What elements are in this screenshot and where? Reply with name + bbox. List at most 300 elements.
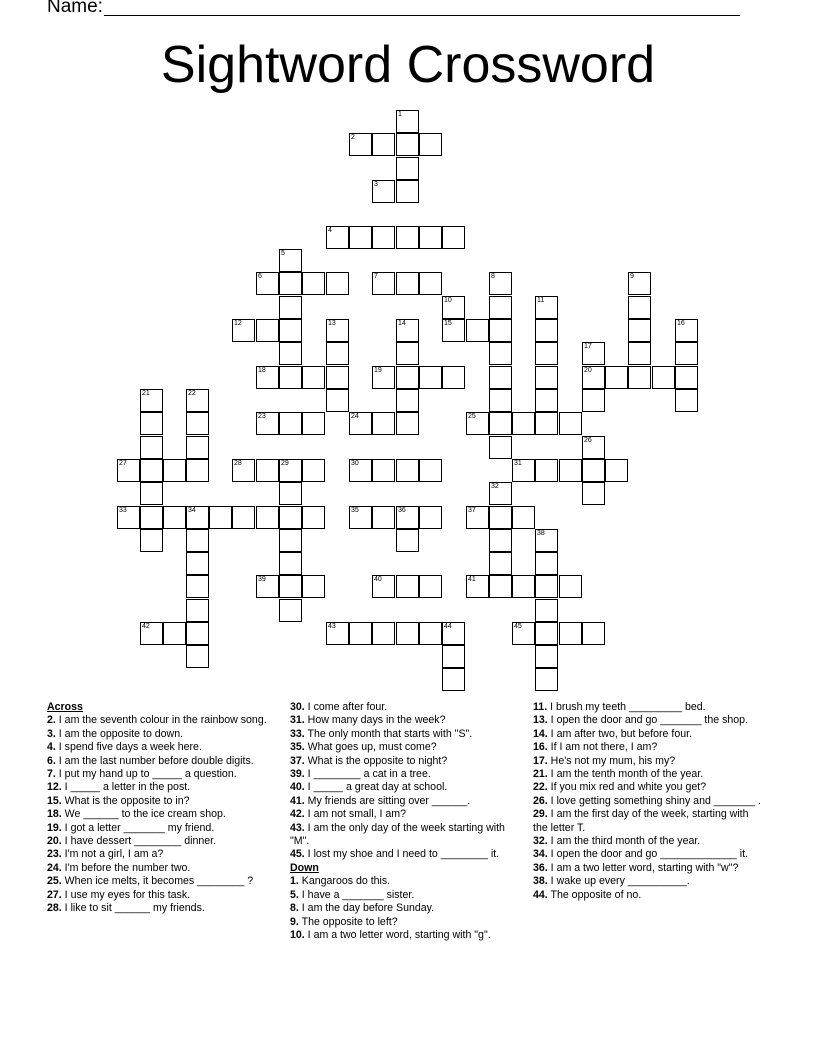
clue-number: 36. xyxy=(533,861,548,874)
crossword-cell[interactable] xyxy=(349,622,372,645)
crossword-cell[interactable] xyxy=(256,319,279,342)
crossword-cell[interactable] xyxy=(372,180,395,203)
cell-number: 3 xyxy=(374,181,378,188)
clue-text: I am the only day of the week starting with "M". xyxy=(290,821,505,848)
crossword-cell[interactable] xyxy=(209,506,232,529)
clue-text: I am not small, I am? xyxy=(304,808,406,821)
crossword-cell[interactable] xyxy=(140,506,163,529)
crossword-cell[interactable] xyxy=(442,296,465,319)
cell-number: 4 xyxy=(328,227,332,234)
cell-number: 12 xyxy=(234,320,242,327)
clue-item xyxy=(47,795,273,808)
cell-number: 35 xyxy=(351,507,359,514)
clue-item xyxy=(47,848,273,861)
crossword-cell[interactable] xyxy=(512,459,535,482)
crossword-cell[interactable] xyxy=(396,529,419,552)
cell-number: 16 xyxy=(677,320,685,327)
crossword-cell[interactable] xyxy=(535,319,558,342)
clue-item xyxy=(290,808,518,821)
crossword-cell[interactable] xyxy=(279,366,302,389)
crossword-cell[interactable] xyxy=(396,575,419,598)
crossword-cell[interactable] xyxy=(302,459,325,482)
clue-number: 9. xyxy=(290,915,299,928)
crossword-cell[interactable] xyxy=(140,482,163,505)
clue-item xyxy=(290,889,518,902)
clue-text: I wake up every __________. xyxy=(547,875,690,888)
clue-text: I am the seventh colour in the rainbow song. xyxy=(55,714,267,727)
crossword-cell[interactable] xyxy=(559,412,582,435)
crossword-cell[interactable] xyxy=(186,552,209,575)
clue-column-2 xyxy=(290,701,518,942)
clue-column-3 xyxy=(533,701,763,902)
crossword-cell[interactable] xyxy=(652,366,675,389)
crossword-cell[interactable] xyxy=(675,342,698,365)
crossword-cell[interactable] xyxy=(372,622,395,645)
clue-text: I am the opposite to down. xyxy=(55,727,184,740)
crossword-cell[interactable] xyxy=(279,412,302,435)
crossword-cell[interactable] xyxy=(396,272,419,295)
clue-number: 2. xyxy=(47,714,56,727)
crossword-cell[interactable] xyxy=(256,506,279,529)
crossword-cell[interactable] xyxy=(232,459,255,482)
crossword-cell[interactable] xyxy=(349,412,372,435)
crossword-cell[interactable] xyxy=(186,412,209,435)
crossword-cell[interactable] xyxy=(140,529,163,552)
crossword-cell[interactable] xyxy=(535,412,558,435)
crossword-cell[interactable] xyxy=(279,459,302,482)
crossword-cell[interactable] xyxy=(396,342,419,365)
crossword-cell[interactable] xyxy=(256,575,279,598)
crossword-cell[interactable] xyxy=(396,319,419,342)
crossword-cell[interactable] xyxy=(279,319,302,342)
clue-number: 24. xyxy=(47,861,62,874)
crossword-cell[interactable] xyxy=(628,272,651,295)
clue-item xyxy=(290,741,518,754)
crossword-cell[interactable] xyxy=(535,552,558,575)
crossword-cell[interactable] xyxy=(535,668,558,691)
clue-number: 20. xyxy=(47,835,62,848)
crossword-cell[interactable] xyxy=(279,296,302,319)
crossword-cell[interactable] xyxy=(256,459,279,482)
clue-text: I am the first day of the week, starting with the letter T. xyxy=(533,808,749,834)
crossword-cell[interactable] xyxy=(419,366,442,389)
across-heading: Across xyxy=(47,701,83,713)
cell-number: 5 xyxy=(281,250,285,257)
crossword-cell[interactable] xyxy=(419,272,442,295)
clue-text: I brush my teeth _________ bed. xyxy=(547,701,706,713)
crossword-cell[interactable] xyxy=(326,226,349,249)
clue-item xyxy=(290,728,518,741)
crossword-cell[interactable] xyxy=(535,599,558,622)
crossword-cell[interactable] xyxy=(372,272,395,295)
crossword-cell[interactable] xyxy=(372,459,395,482)
crossword-cell[interactable] xyxy=(372,412,395,435)
crossword-cell[interactable] xyxy=(489,366,512,389)
clue-number: 25. xyxy=(47,875,62,888)
clue-number: 21. xyxy=(533,768,548,781)
clue-item xyxy=(47,902,273,915)
crossword-cell[interactable] xyxy=(372,575,395,598)
crossword-cell[interactable] xyxy=(279,552,302,575)
crossword-cell[interactable] xyxy=(349,506,372,529)
cell-number: 31 xyxy=(514,460,522,467)
clue-item xyxy=(290,714,518,727)
crossword-cell[interactable] xyxy=(489,389,512,412)
clue-number: 39. xyxy=(290,768,305,781)
crossword-cell[interactable] xyxy=(326,342,349,365)
clue-item xyxy=(290,822,518,849)
crossword-cell[interactable] xyxy=(349,133,372,156)
clue-number: 44. xyxy=(533,888,548,901)
cell-number: 7 xyxy=(374,273,378,280)
down-heading: Down xyxy=(290,861,319,874)
clue-number: 29. xyxy=(533,808,548,821)
clue-number: 42. xyxy=(290,808,305,821)
crossword-cell[interactable] xyxy=(349,226,372,249)
clue-text: I _____ a letter in the post. xyxy=(61,781,191,794)
clue-number: 6. xyxy=(47,754,56,767)
cell-number: 40 xyxy=(374,576,382,583)
clue-number: 26. xyxy=(533,794,548,807)
crossword-cell[interactable] xyxy=(628,366,651,389)
clue-text: I _____ a great day at school. xyxy=(304,781,448,794)
crossword-cell[interactable] xyxy=(535,622,558,645)
clue-number: 13. xyxy=(533,714,548,727)
clue-text: My friends are sitting over ______. xyxy=(304,794,471,807)
crossword-cell[interactable] xyxy=(186,599,209,622)
crossword-cell[interactable] xyxy=(489,482,512,505)
cell-number: 14 xyxy=(398,320,406,327)
crossword-cell[interactable] xyxy=(489,575,512,598)
crossword-cell[interactable] xyxy=(396,157,419,180)
clue-number: 11. xyxy=(533,701,548,713)
clue-item xyxy=(533,875,763,888)
cell-number: 13 xyxy=(328,320,336,327)
clue-text: The only month that starts with "S". xyxy=(304,727,473,740)
clue-text: What is the opposite to in? xyxy=(61,794,190,807)
crossword-cell[interactable] xyxy=(163,459,186,482)
crossword-cell[interactable] xyxy=(582,459,605,482)
clue-item xyxy=(47,781,273,794)
cell-number: 42 xyxy=(142,623,150,630)
crossword-cell[interactable] xyxy=(140,436,163,459)
clue-text: I am a two letter word, starting with "w"? xyxy=(547,861,739,874)
crossword-cell[interactable] xyxy=(302,412,325,435)
crossword-cell[interactable] xyxy=(582,436,605,459)
crossword-cell[interactable] xyxy=(326,272,349,295)
clue-text: I am after two, but before four. xyxy=(547,727,693,740)
crossword-cell[interactable] xyxy=(396,506,419,529)
clue-item xyxy=(533,889,763,902)
crossword-cell[interactable] xyxy=(372,133,395,156)
crossword-cell[interactable] xyxy=(186,529,209,552)
crossword-cell[interactable] xyxy=(140,389,163,412)
cell-number: 1 xyxy=(398,111,402,118)
crossword-cell[interactable] xyxy=(117,459,140,482)
cell-number: 37 xyxy=(468,507,476,514)
clue-text: I open the door and go _____________ it. xyxy=(547,848,749,861)
clue-number: 4. xyxy=(47,741,56,754)
crossword-cell[interactable] xyxy=(512,506,535,529)
crossword-cell[interactable] xyxy=(489,552,512,575)
crossword-cell[interactable] xyxy=(489,529,512,552)
crossword-cell[interactable] xyxy=(279,249,302,272)
crossword-cell[interactable] xyxy=(535,342,558,365)
clue-text: I am the last number before double digits. xyxy=(55,754,254,767)
clue-item xyxy=(47,862,273,875)
crossword-cell[interactable] xyxy=(675,389,698,412)
crossword-cell[interactable] xyxy=(232,506,255,529)
crossword-cell[interactable] xyxy=(535,575,558,598)
clue-number: 10. xyxy=(290,928,305,941)
clue-item xyxy=(533,781,763,794)
clue-text: I got a letter _______ my friend. xyxy=(61,821,215,834)
clue-text: I am the tenth month of the year. xyxy=(547,768,704,781)
cell-number: 28 xyxy=(234,460,242,467)
crossword-cell[interactable] xyxy=(442,226,465,249)
crossword-cell[interactable] xyxy=(582,389,605,412)
clue-item xyxy=(290,781,518,794)
crossword-cell[interactable] xyxy=(302,575,325,598)
clue-number: 32. xyxy=(533,835,548,848)
crossword-cell[interactable] xyxy=(419,226,442,249)
crossword-cell[interactable] xyxy=(582,622,605,645)
crossword-cell[interactable] xyxy=(186,622,209,645)
crossword-cell[interactable] xyxy=(140,459,163,482)
crossword-cell[interactable] xyxy=(256,412,279,435)
clue-item xyxy=(47,822,273,835)
crossword-cell[interactable] xyxy=(349,459,372,482)
clue-text: I put my hand up to _____ a question. xyxy=(55,768,237,781)
cell-number: 32 xyxy=(491,483,499,490)
crossword-cell[interactable] xyxy=(535,296,558,319)
crossword-cell[interactable] xyxy=(419,459,442,482)
crossword-cell[interactable] xyxy=(279,529,302,552)
clue-text: I love getting something shiny and _______ . xyxy=(547,794,761,807)
crossword-cell[interactable] xyxy=(559,575,582,598)
crossword-cell[interactable] xyxy=(442,319,465,342)
cell-number: 41 xyxy=(468,576,476,583)
crossword-cell[interactable] xyxy=(442,645,465,668)
crossword-cell[interactable] xyxy=(372,506,395,529)
clue-text: I am a two letter word, starting with "g". xyxy=(304,928,491,941)
crossword-cell[interactable] xyxy=(512,575,535,598)
crossword-cell[interactable] xyxy=(117,506,140,529)
clue-item xyxy=(47,808,273,821)
crossword-cell[interactable] xyxy=(326,622,349,645)
crossword-cell[interactable] xyxy=(302,506,325,529)
clue-text: I come after four. xyxy=(304,701,388,713)
clue-item xyxy=(290,768,518,781)
clue-item xyxy=(47,768,273,781)
crossword-cell[interactable] xyxy=(186,459,209,482)
clue-item xyxy=(533,741,763,754)
crossword-cell[interactable] xyxy=(628,342,651,365)
crossword-cell[interactable] xyxy=(186,506,209,529)
crossword-cell[interactable] xyxy=(419,133,442,156)
clue-number: 19. xyxy=(47,821,62,834)
crossword-cell[interactable] xyxy=(535,645,558,668)
crossword-cell[interactable] xyxy=(163,622,186,645)
clue-text: If you mix red and white you get? xyxy=(547,781,707,794)
clue-text: The opposite of no. xyxy=(547,888,642,901)
crossword-cell[interactable] xyxy=(535,459,558,482)
crossword-cell[interactable] xyxy=(605,459,628,482)
crossword-cell[interactable] xyxy=(186,389,209,412)
crossword-cell[interactable] xyxy=(442,622,465,645)
crossword-cell[interactable] xyxy=(442,668,465,691)
crossword-cell[interactable] xyxy=(582,342,605,365)
clue-number: 14. xyxy=(533,727,548,740)
clue-item xyxy=(533,835,763,848)
crossword-cell[interactable] xyxy=(302,272,325,295)
crossword-cell[interactable] xyxy=(489,506,512,529)
crossword-cell[interactable] xyxy=(675,366,698,389)
clue-item xyxy=(290,701,518,714)
crossword-cell[interactable] xyxy=(535,366,558,389)
clue-number: 33. xyxy=(290,727,305,740)
cell-number: 11 xyxy=(537,297,545,304)
clue-number: 31. xyxy=(290,714,305,727)
crossword-cell[interactable] xyxy=(559,459,582,482)
crossword-cell[interactable] xyxy=(582,366,605,389)
crossword-cell[interactable] xyxy=(279,506,302,529)
clue-text: We ______ to the ice cream shop. xyxy=(61,808,226,821)
crossword-cell[interactable] xyxy=(466,506,489,529)
crossword-cell[interactable] xyxy=(419,506,442,529)
crossword-cell[interactable] xyxy=(302,366,325,389)
crossword-cell[interactable] xyxy=(396,412,419,435)
crossword-cell[interactable] xyxy=(163,506,186,529)
crossword-cell[interactable] xyxy=(489,319,512,342)
clue-number: 34. xyxy=(533,848,548,861)
crossword-cell[interactable] xyxy=(279,575,302,598)
crossword-cell[interactable] xyxy=(372,366,395,389)
crossword-cell[interactable] xyxy=(489,272,512,295)
crossword-cell[interactable] xyxy=(466,412,489,435)
cell-number: 33 xyxy=(119,507,127,514)
crossword-cell[interactable] xyxy=(396,459,419,482)
clue-item xyxy=(533,768,763,781)
crossword-cell[interactable] xyxy=(419,622,442,645)
crossword-cell[interactable] xyxy=(256,366,279,389)
crossword-cell[interactable] xyxy=(279,482,302,505)
crossword-cell[interactable] xyxy=(140,622,163,645)
crossword-cell[interactable] xyxy=(279,342,302,365)
crossword-cell[interactable] xyxy=(256,272,279,295)
clue-number: 5. xyxy=(290,888,299,901)
cell-number: 17 xyxy=(584,343,592,350)
crossword-cell[interactable] xyxy=(559,622,582,645)
clue-item xyxy=(533,848,763,861)
clue-item xyxy=(533,714,763,727)
crossword-cell[interactable] xyxy=(396,133,419,156)
crossword-cell[interactable] xyxy=(512,412,535,435)
clue-number: 1. xyxy=(290,875,299,888)
crossword-cell[interactable] xyxy=(372,226,395,249)
crossword-cell[interactable] xyxy=(675,319,698,342)
clue-item xyxy=(533,728,763,741)
clue-text: What goes up, must come? xyxy=(304,741,437,754)
cell-number: 19 xyxy=(374,367,382,374)
clue-item xyxy=(47,741,273,754)
clue-text: I like to sit ______ my friends. xyxy=(61,902,205,915)
crossword-cell[interactable] xyxy=(396,110,419,133)
cell-number: 21 xyxy=(142,390,150,397)
crossword-cell[interactable] xyxy=(489,296,512,319)
cell-number: 29 xyxy=(281,460,289,467)
clue-text: Kangaroos do this. xyxy=(298,875,391,888)
crossword-cell[interactable] xyxy=(605,366,628,389)
clue-item xyxy=(290,755,518,768)
clue-number: 18. xyxy=(47,808,62,821)
clue-number: 28. xyxy=(47,902,62,915)
crossword-cell[interactable] xyxy=(442,366,465,389)
clue-item xyxy=(533,808,763,835)
clue-item xyxy=(47,714,273,727)
crossword-cell[interactable] xyxy=(396,622,419,645)
clue-text: I have dessert ________ dinner. xyxy=(61,835,217,848)
clue-item xyxy=(47,835,273,848)
crossword-cell[interactable] xyxy=(535,529,558,552)
clue-text: I open the door and go _______ the shop. xyxy=(547,714,749,727)
crossword-cell[interactable] xyxy=(279,272,302,295)
clue-item xyxy=(290,929,518,942)
crossword-cell[interactable] xyxy=(186,436,209,459)
crossword-cell[interactable] xyxy=(140,412,163,435)
crossword-cell[interactable] xyxy=(582,482,605,505)
crossword-cell[interactable] xyxy=(396,366,419,389)
crossword-cell[interactable] xyxy=(419,575,442,598)
clue-number: 12. xyxy=(47,781,62,794)
crossword-cell[interactable] xyxy=(396,180,419,203)
crossword-cell[interactable] xyxy=(628,296,651,319)
crossword-cell[interactable] xyxy=(326,389,349,412)
crossword-cell[interactable] xyxy=(396,389,419,412)
clue-number: 15. xyxy=(47,794,62,807)
crossword-cell[interactable] xyxy=(489,342,512,365)
crossword-cell[interactable] xyxy=(628,319,651,342)
crossword-cell[interactable] xyxy=(489,412,512,435)
crossword-cell[interactable] xyxy=(535,389,558,412)
crossword-cell[interactable] xyxy=(466,575,489,598)
crossword-cell[interactable] xyxy=(512,622,535,645)
clue-number: 30. xyxy=(290,701,305,713)
crossword-cell[interactable] xyxy=(466,319,489,342)
clue-text: I ________ a cat in a tree. xyxy=(304,768,431,781)
clue-text: I lost my shoe and I need to ________ it. xyxy=(304,848,500,861)
clue-item xyxy=(533,862,763,875)
cell-number: 43 xyxy=(328,623,336,630)
crossword-cell[interactable] xyxy=(186,575,209,598)
crossword-cell[interactable] xyxy=(326,319,349,342)
crossword-cell[interactable] xyxy=(279,599,302,622)
crossword-cell[interactable] xyxy=(489,436,512,459)
clue-number: 35. xyxy=(290,741,305,754)
crossword-cell[interactable] xyxy=(232,319,255,342)
cell-number: 2 xyxy=(351,134,355,141)
clue-number: 45. xyxy=(290,848,305,861)
crossword-cell[interactable] xyxy=(326,366,349,389)
clue-number: 7. xyxy=(47,768,56,781)
clue-item xyxy=(533,795,763,808)
clue-number: 41. xyxy=(290,794,305,807)
clue-item xyxy=(290,875,518,888)
crossword-cell[interactable] xyxy=(186,645,209,668)
page-title: Sightword Crossword xyxy=(160,36,656,94)
clue-item xyxy=(533,701,763,714)
crossword-cell[interactable] xyxy=(396,226,419,249)
